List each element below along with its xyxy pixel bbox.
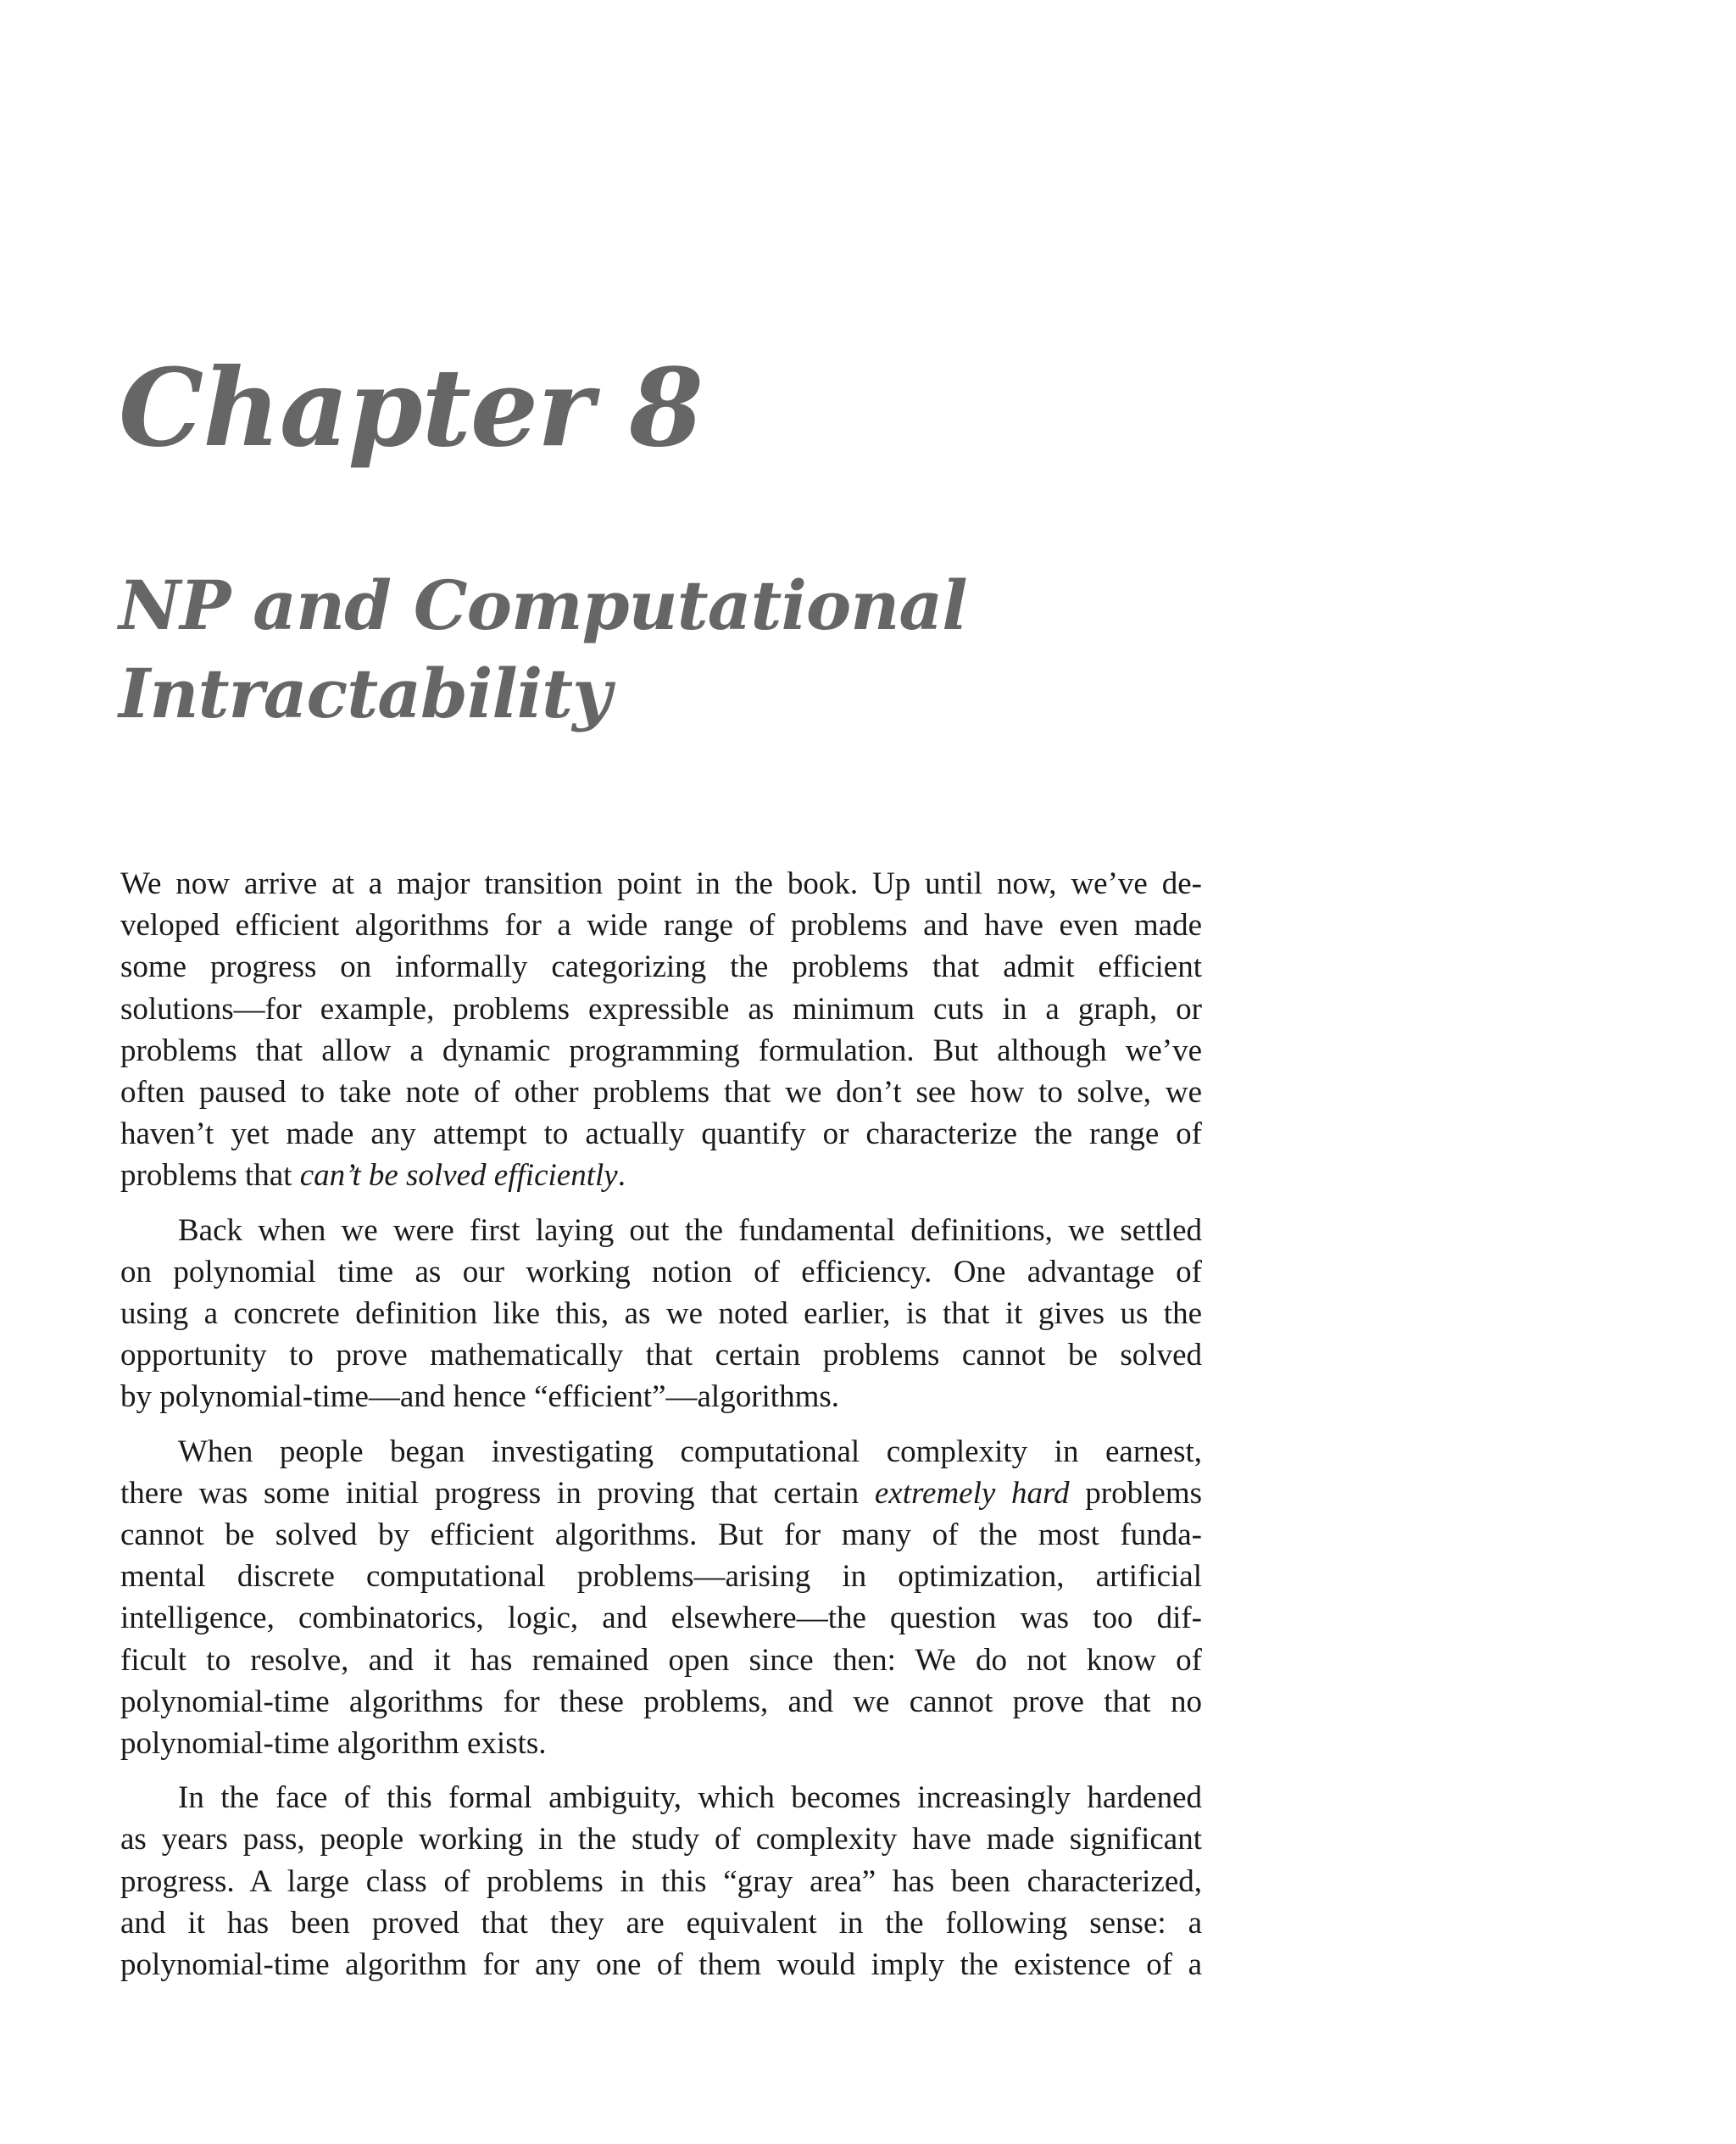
text-line [120, 1155, 1202, 1196]
paragraph-4 [120, 1777, 1202, 1985]
text-run: there was some initial progress in proving that certain [120, 1475, 875, 1511]
text-line [120, 1473, 1202, 1514]
emphasis-text: extremely hard [874, 1475, 1070, 1511]
text-line: In the face of this formal ambiguity, which becomes increasingly hardened [178, 1780, 1202, 1816]
text-line: ficult to resolve, and it has remained open since then: We do not know of [120, 1642, 1202, 1678]
chapter-title [119, 561, 1221, 738]
text-line: We now arrive at a major transition point in the book. Up until now, we’ve de- [120, 866, 1202, 901]
paragraph-3 [120, 1431, 1202, 1765]
text-line: using a concrete definition like this, as we noted earlier, is that it gives us the [120, 1296, 1202, 1332]
text-line: Back when we were first laying out the fundamental definitions, we settled [178, 1212, 1202, 1248]
text-line: opportunity to prove mathematically that certain problems cannot be solved [120, 1338, 1202, 1373]
text-line: progress. A large class of problems in this “gray area” has been characterized, [120, 1863, 1202, 1899]
text-line: polynomial-time algorithm for any one of them would imply the existence of a [120, 1947, 1202, 1983]
text-line: When people began investigating computational complexity in earnest, [178, 1434, 1202, 1469]
text-line: as years pass, people working in the study of complexity have made significant [120, 1822, 1202, 1857]
chapter-title-line-1: NP and Computational [119, 565, 967, 645]
text-line: cannot be solved by efficient algorithms. But for many of the most funda- [120, 1518, 1202, 1553]
text-line: polynomial-time algorithms for these problems, and we cannot prove that no [120, 1684, 1202, 1719]
chapter-title-line-2: Intractability [119, 654, 611, 733]
text-line: on polynomial time as our working notion of efficiency. One advantage of [120, 1254, 1202, 1289]
text-line: by polynomial-time—and hence “efficient”—algorithms. [120, 1379, 840, 1415]
text-run: . [617, 1158, 626, 1194]
text-run: problems [1069, 1475, 1202, 1511]
text-line: and it has been proved that they are equivalent in the following sense: a [120, 1905, 1202, 1941]
text-line: mental discrete computational problems—arising in optimization, artificial [120, 1559, 1202, 1595]
emphasis-text: can’t be solved efficiently [299, 1158, 618, 1194]
text-line: often paused to take note of other problems that we don’t see how to solve, we [120, 1075, 1202, 1111]
text-line: polynomial-time algorithm exists. [120, 1726, 547, 1762]
text-line: veloped efficient algorithms for a wide range of problems and have even made [120, 908, 1202, 944]
text-line: problems that allow a dynamic programming formulation. But although we’ve [120, 1033, 1202, 1068]
paragraph-2 [120, 1210, 1202, 1418]
chapter-number: Chapter 8 [119, 345, 703, 471]
text-run: problems that [120, 1158, 300, 1194]
text-line: some progress on informally categorizing the problems that admit efficient [120, 949, 1202, 985]
body-text [120, 863, 1202, 1998]
paragraph-1 [120, 863, 1202, 1197]
text-line: solutions—for example, problems expressible as minimum cuts in a graph, or [120, 991, 1202, 1027]
text-line: intelligence, combinatorics, logic, and elsewhere—the question was too dif- [120, 1601, 1202, 1636]
text-line: haven’t yet made any attempt to actually quantify or characterize the range of [120, 1117, 1202, 1152]
